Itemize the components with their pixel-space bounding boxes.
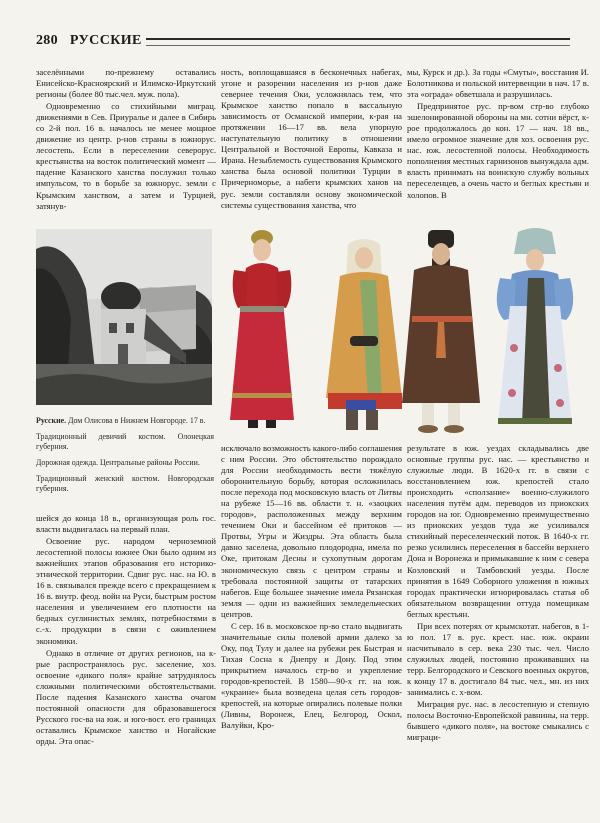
paragraph: исключало возможность какого-либо соглашения с ним России. Это обстоятельство порождало для России необходимость вести тяжёлую оборонительную борьбу, которая осложнилась после перехода под московскую власть от Литвы на рубеже 15—16 вв. области т. н. «заоцких городов», расположенных между верхним течением Оки и бассейном её притоков — Протвы, Угры и Жиздры. Эта область была давно заселена, довольно плодородна, имела по Оке, притокам Десны и сухопутным дорогам экономическую связь с центром страны и требовала постоянной защиты от татарских набегов. Еще большее значение имела Рязанская земля — одни из важнейших земледельческих центров. — [221, 443, 402, 619]
paragraph: Предпринятое рус. пр-вом стр-во глубоко эшелонированной обороны на мн. сотни вёрст, к-рое продолжалось до кон. 17 — нач. 18 вв., имело огромное значение для хоз. освоения рус. нас. юж. лесостепной полосы. Необходимость пополнения местных гарнизонов вынуждала адм. власть принимать на воинскую службу вольных переселенцев, а очень часто и беглых крестьян и холопов. В — [407, 101, 589, 200]
figure-woman-sarafan — [497, 228, 573, 424]
paragraph: шейся до конца 18 в., организующая роль гос. власти выдвигалась на первый план. — [36, 513, 216, 535]
figure-girl-red — [230, 230, 294, 428]
paragraph: Однако в отличие от других регионов, на к-рые распространялось рус. заселение, хоз. освоение «дикого поля» крайне затруднялось сложными политическими обстоятельствами. После падения Казанского ханства очагом постоянной опасности для образовавшегося Русского гос-ва на юж. и юго-вост. его границах оставались Крымское ханство и Ногайские орды. Эта опас- — [36, 647, 216, 746]
paragraph: мы, Курск и др.). За годы «Смуты», восстания И. Болотникова и польской интервенции в нач. 17 в. эта «ограда» обветшала и разрушилась. — [407, 67, 589, 100]
paragraph: результате в юж. уездах складывались две основные группы рус. нас. — крестьянство и служилые люди. В 1620-х гг. в связи с восстановлением юж. крепостей стало происходить «сползание» военно-служилого населения путём адм. переводов из приокских городов на юг. Одновременно преимущественно из приокских уездов туда же усиливался стихийный переселенческий поток. В 1640-х гг. резко усилились переселения в бассейн верхнего Дона и Воронежа и примыкавшие к ним с севера Козловский и Тамбовский уезды. После принятия в 1649 Соборного уложения в южных городах практически игнорировалась статья об обязательном возвращении оттуда помещикам беглых крестьян. — [407, 443, 589, 619]
figure-captions — [36, 416, 214, 500]
house-photo-image — [36, 229, 212, 405]
paragraph: ность, воплощавшаяся в бесконечных набегах, угоне и разорении населения из р-нов даже севернее течения Оки, усложнялась тем, что Крымское ханство попало в вассальную зависимость от Османской империи, к-рая на протяжении 16—17 вв. вела упорную наступательную политику в отношении Центральной и Восточной Европы, Кавказа и Ирана. Незыблемость существования Крымского ханства была основой политики Турции в Причерноморье, а набеги крымских ханов на рус. земли составляли основу экономической системы существования ханства, что — [221, 67, 402, 210]
caption: Дорожная одежда. Центральные районы России. — [36, 458, 200, 467]
paragraph: При всех потерях от крымскотат. набегов, в 1-ю пол. 17 в. рус. крест. нас. юж. окраин насчитывало в сер. века 230 тыс. чел. Число служилых людей, постоянно проживавших на терр. Белгородского и Севского военных округов, к концу 17 в. достигало 84 тыс. чел., мн. из них занимались с. х-вом. — [407, 620, 589, 698]
caption — [36, 416, 214, 426]
caption-text: Дом Олисова в Нижнем Новгороде. 17 в. — [66, 416, 206, 425]
paragraph: заселёнными по-прежнему оставались Енисейско-Красноярский и Илимско-Иркутский регионы (более 80 тыс.чел. муж. пола). — [36, 67, 216, 100]
caption-bold: Русские. — [36, 416, 67, 425]
running-title: РУССКИЕ — [69, 33, 142, 48]
caption: Традиционный женский костюм. Новгородская губерния. — [36, 474, 214, 493]
caption: Традиционный девичий костюм. Олонецкая губерния. — [36, 432, 214, 451]
costumes-image — [222, 228, 594, 440]
page-header — [36, 32, 570, 50]
column-3-bottom — [407, 443, 589, 743]
column-2-bottom — [221, 443, 402, 731]
header-rule — [146, 38, 570, 46]
column-1-top — [36, 67, 216, 212]
paragraph: Миграция рус. нас. в лесостепную и степную полосы Восточно-Европейской равнины, на терр. бывшего «дикого поля», на востоке смыкались с миграци- — [407, 699, 589, 743]
column-2-top — [221, 67, 402, 211]
column-1-bottom — [36, 513, 216, 747]
paragraph: С сер. 16 в. московское пр-во стало выдвигать значительные силы полевой армии далеко за Оку, под Тулу и далее на рубежи рек Быстрая и Тихая Сосна к Днепру и Дону. Под этим прикрытием началось стр-во и укрепление городов-крепостей. В 1580—90-х гг. на юж. «украине» была возведена целая сеть городов-крепостей, на которые опирались полевые полки (Ливны, Воронеж, Елец, Белгород, Оскол, Валуйки, Кро- — [221, 620, 402, 731]
figure-man-coat — [402, 230, 480, 433]
costume-illustrations — [222, 228, 594, 440]
paragraph: Освоение рус. народом черноземной лесостепной полосы южнее Оки было одним из важнейших этапов образования его историко-этнической территории. Сдвиг рус. нас. на Ю. в 16 в. связывался прежде всего с прекращением к 16 в. внутр. феод. войн на Руси, быстрым ростом населения и увеличением его плотности на бедных суглинистых землях, потребностями в с.-х. продукции в связи с оживлением экономики. — [36, 536, 216, 646]
paragraph: Одновременно со стихийными миграц. движениями в Сев. Приуралье и далее в Сибирь со 2-й пол. 16 в. началось не менее мощное движение из центр. р-нов страны в южнорус. лесостепь. Если в переселении северорус. крестьянства на восток политический момент — падение Казанского ханства послужил только импульсом, то в борьбе за южнорус. земли с Крымским ханством, а затем и Турцией, затянув- — [36, 101, 216, 211]
column-3-top — [407, 67, 589, 201]
page-number: 280 — [36, 33, 58, 48]
house-photo — [36, 229, 212, 405]
figure-travel-clothing — [326, 239, 402, 430]
